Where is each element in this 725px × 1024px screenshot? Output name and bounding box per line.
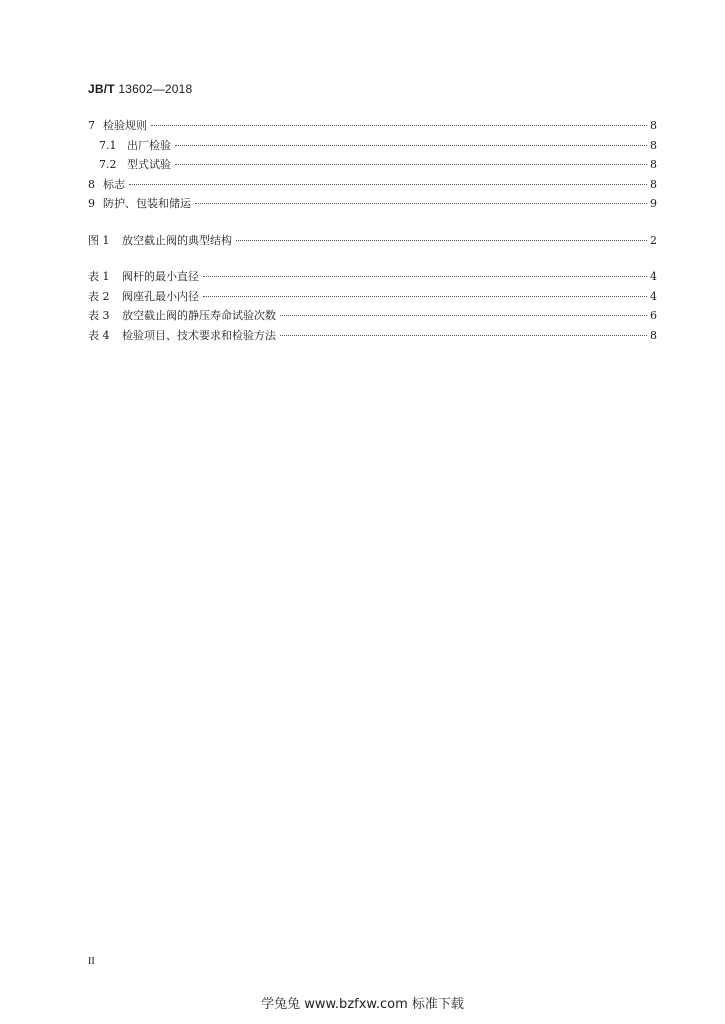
toc-leader-dots bbox=[280, 315, 647, 316]
toc-entry-title: 出厂检验 bbox=[127, 138, 171, 152]
toc-entry-number: 7 bbox=[88, 119, 95, 132]
toc-entry-number: 表 4 bbox=[88, 328, 110, 342]
toc-leader-dots bbox=[280, 335, 647, 336]
document-header bbox=[88, 82, 192, 96]
toc-entry-page: 2 bbox=[650, 233, 657, 247]
toc-entry-title: 检验规则 bbox=[103, 119, 147, 132]
toc-figure-1[interactable] bbox=[88, 231, 657, 251]
toc-entry-page: 8 bbox=[650, 328, 657, 342]
toc-entry-number: 9 bbox=[88, 197, 95, 210]
toc-leader-dots bbox=[129, 184, 647, 185]
toc-entry-7[interactable] bbox=[88, 116, 657, 136]
toc-leader-dots bbox=[203, 296, 647, 297]
toc-entry-number: 表 1 bbox=[88, 270, 110, 283]
toc-entry-page: 9 bbox=[650, 197, 657, 210]
toc-table-2[interactable] bbox=[88, 287, 657, 307]
toc-section-gap bbox=[88, 250, 657, 267]
toc-entry-page: 8 bbox=[650, 119, 657, 132]
toc-entry-9[interactable] bbox=[88, 194, 657, 214]
toc-table-1[interactable] bbox=[88, 267, 657, 287]
toc-entry-title: 放空截止阀的典型结构 bbox=[122, 233, 232, 247]
toc-entry-title: 阀杆的最小直径 bbox=[122, 270, 199, 283]
toc-entry-7-2[interactable] bbox=[88, 155, 657, 175]
toc-leader-dots bbox=[151, 125, 647, 126]
site-watermark: 学兔兔 www.bzfxw.com 标准下载 bbox=[261, 997, 464, 1012]
toc-entry-page: 4 bbox=[650, 270, 657, 283]
toc-entry-title: 防护、包装和储运 bbox=[103, 197, 191, 210]
toc-leader-dots bbox=[175, 145, 647, 146]
toc-entry-number: 表 2 bbox=[88, 289, 110, 303]
table-of-contents bbox=[88, 116, 657, 345]
toc-entry-number: 表 3 bbox=[88, 309, 110, 322]
toc-entry-number: 7.1 bbox=[99, 138, 117, 152]
standard-prefix: JB/T bbox=[88, 82, 115, 96]
toc-leader-dots bbox=[203, 276, 647, 277]
standard-number: 13602—2018 bbox=[118, 82, 193, 96]
toc-leader-dots bbox=[175, 164, 647, 165]
toc-entry-title: 阀座孔最小内径 bbox=[122, 289, 199, 303]
toc-entry-number: 7.2 bbox=[99, 158, 117, 171]
toc-entry-8[interactable] bbox=[88, 175, 657, 195]
toc-entry-page: 6 bbox=[650, 309, 657, 322]
toc-entry-page: 8 bbox=[650, 138, 657, 152]
toc-entry-page: 8 bbox=[650, 177, 657, 191]
toc-entry-title: 检验项目、技术要求和检验方法 bbox=[122, 328, 276, 342]
toc-leader-dots bbox=[195, 203, 647, 204]
toc-table-4[interactable] bbox=[88, 326, 657, 346]
toc-section-gap bbox=[88, 214, 657, 231]
toc-entry-title: 标志 bbox=[103, 177, 125, 191]
toc-entry-page: 4 bbox=[650, 289, 657, 303]
toc-entry-number: 图 1 bbox=[88, 233, 110, 247]
toc-entry-7-1[interactable] bbox=[88, 136, 657, 156]
toc-entry-page: 8 bbox=[650, 158, 657, 171]
toc-leader-dots bbox=[236, 240, 647, 241]
toc-table-3[interactable] bbox=[88, 306, 657, 326]
toc-entry-number: 8 bbox=[88, 177, 95, 191]
toc-entry-title: 型式试验 bbox=[127, 158, 171, 171]
toc-entry-title: 放空截止阀的静压寿命试验次数 bbox=[122, 309, 276, 322]
page-number: II bbox=[88, 956, 95, 967]
